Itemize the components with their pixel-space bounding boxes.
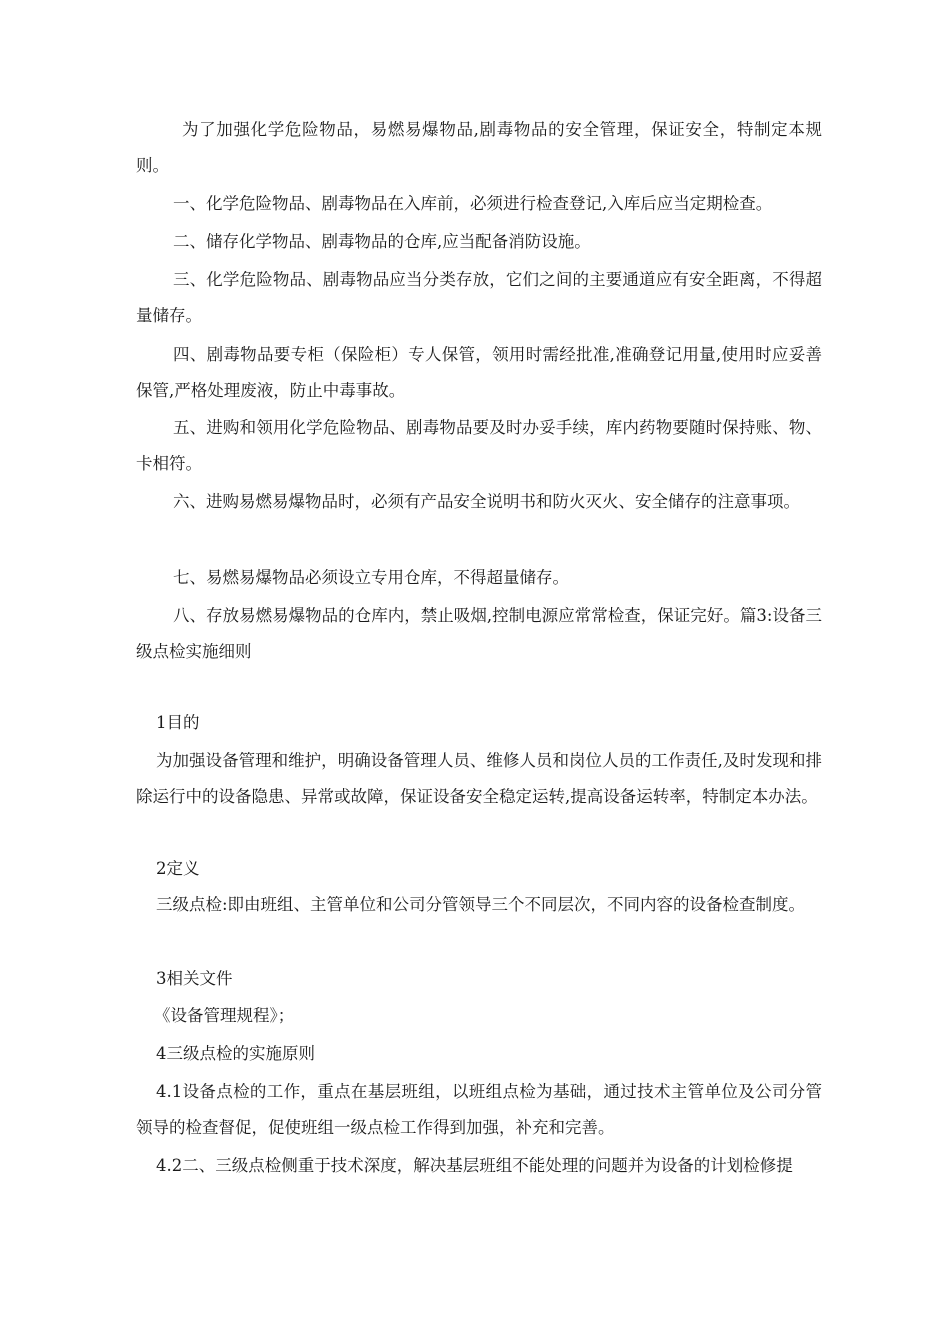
- rule-6-paragraph: 六、进购易燃易爆物品时，必须有产品安全说明书和防火灭火、安全储存的注意事项。: [173, 492, 800, 511]
- section-4-1-body: 4.1设备点检的工作，重点在基层班组，以班组点检为基础，通过技术主管单位及公司分管领导的检查督促，促使班组一级点检工作得到加强，补充和完善。: [136, 1082, 822, 1137]
- section-1-body: 为加强设备管理和维护，明确设备管理人员、维修人员和岗位人员的工作责任,及时发现和排除运行中的设备隐患、异常或故障，保证设备安全稳定运转,提高设备运转率，特制定本办法。: [136, 751, 822, 806]
- section-4-2-body: 4.2二、三级点检侧重于技术深度，解决基层班组不能处理的问题并为设备的计划检修提: [156, 1156, 793, 1175]
- intro-paragraph: 为了加强化学危险物品，易燃易爆物品,剧毒物品的安全管理，保证安全，特制定本规则。: [136, 120, 822, 175]
- rule-4-paragraph: 四、剧毒物品要专柜（保险柜）专人保管，领用时需经批准,准确登记用量,使用时应妥善保管,严格处理废液，防止中毒事故。: [136, 345, 822, 400]
- rule-3-paragraph: 三、化学危险物品、剧毒物品应当分类存放，它们之间的主要通道应有安全距离，不得超量储存。: [136, 270, 822, 325]
- rule-7-paragraph: 七、易燃易爆物品必须设立专用仓库，不得超量储存。: [173, 568, 569, 587]
- rule-5-paragraph: 五、进购和领用化学危险物品、剧毒物品要及时办妥手续，库内药物要随时保持账、物、卡相符。: [136, 418, 822, 473]
- section-2-heading: 2定义: [156, 859, 200, 878]
- section-2-body: 三级点检:即由班组、主管单位和公司分管领导三个不同层次，不同内容的设备检查制度。: [156, 895, 806, 914]
- rule-2-paragraph: 二、储存化学物品、剧毒物品的仓库,应当配备消防设施。: [173, 232, 591, 251]
- rule-8-paragraph: 八、存放易燃易爆物品的仓库内，禁止吸烟,控制电源应常常检查，保证完好。篇3:设备三级点检实施细则: [136, 606, 822, 661]
- rule-1-paragraph: 一、化学危险物品、剧毒物品在入库前，必须进行检查登记,入库后应当定期检查。: [173, 194, 773, 213]
- section-4-heading: 4三级点检的实施原则: [156, 1044, 315, 1063]
- section-1-heading: 1目的: [156, 713, 200, 732]
- section-3-heading: 3相关文件: [156, 969, 233, 988]
- section-3-body: 《设备管理规程》；: [154, 1006, 295, 1025]
